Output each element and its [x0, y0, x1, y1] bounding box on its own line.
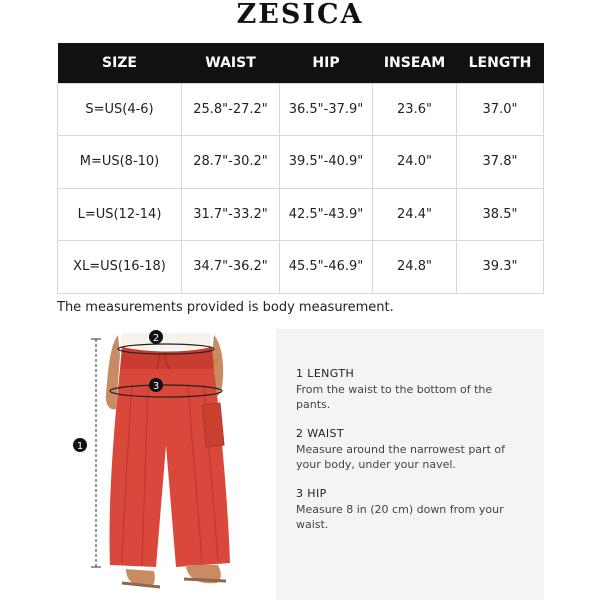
cell-size: S=US(4-6)	[58, 83, 182, 136]
instruction-desc: From the waist to the bottom of the pants.	[296, 383, 493, 411]
cell-length: 37.0"	[457, 83, 544, 136]
cell-size: M=US(8-10)	[58, 136, 182, 189]
left-sandal-shape	[122, 583, 160, 587]
waistband-shape	[120, 347, 214, 373]
cell-size: XL=US(16-18)	[58, 241, 182, 294]
instruction-waist	[296, 427, 526, 472]
cell-hip: 36.5"-37.9"	[280, 83, 373, 136]
marker-2-label: 2	[152, 333, 160, 344]
header-hip: HIP	[280, 43, 373, 83]
cell-length: 39.3"	[457, 241, 544, 294]
instruction-title: 3 HIP	[296, 487, 327, 500]
cell-inseam: 23.6"	[373, 83, 457, 136]
measurement-instructions-panel	[276, 329, 544, 600]
model-figure	[60, 325, 275, 600]
instruction-title: 2 WAIST	[296, 427, 345, 440]
cell-waist: 28.7"-30.2"	[182, 136, 280, 189]
cell-waist: 34.7"-36.2"	[182, 241, 280, 294]
header-size: SIZE	[58, 43, 182, 83]
instruction-length	[296, 367, 526, 412]
cell-hip: 45.5"-46.9"	[280, 241, 373, 294]
header-inseam: INSEAM	[373, 43, 457, 83]
size-chart-table	[57, 43, 544, 294]
table-row	[58, 188, 544, 241]
table-row	[58, 83, 544, 136]
cell-inseam: 24.4"	[373, 188, 457, 241]
pants-shape	[109, 369, 230, 567]
instruction-desc: Measure 8 in (20 cm) down from your waist.	[296, 503, 504, 531]
marker-1-label: 1	[76, 441, 84, 452]
table-row	[58, 136, 544, 189]
brand-logo: ZESICA	[236, 0, 364, 30]
measurement-note: The measurements provided is body measurement.	[57, 300, 394, 315]
right-sandal-shape	[184, 579, 226, 581]
white-top-shape	[120, 333, 212, 349]
instruction-desc: Measure around the narrowest part of your body, under your navel.	[296, 443, 505, 471]
cell-inseam: 24.0"	[373, 136, 457, 189]
cell-length: 37.8"	[457, 136, 544, 189]
cell-inseam: 24.8"	[373, 241, 457, 294]
cell-waist: 31.7"-33.2"	[182, 188, 280, 241]
cell-length: 38.5"	[457, 188, 544, 241]
cell-waist: 25.8"-27.2"	[182, 83, 280, 136]
header-waist: WAIST	[182, 43, 280, 83]
side-pocket-shape	[202, 403, 224, 447]
marker-3-label: 3	[152, 381, 160, 392]
header-length: LENGTH	[457, 43, 544, 83]
cell-hip: 39.5"-40.9"	[280, 136, 373, 189]
instruction-title: 1 LENGTH	[296, 367, 355, 380]
table-header-row	[58, 43, 544, 83]
cell-size: L=US(12-14)	[58, 188, 182, 241]
cell-hip: 42.5"-43.9"	[280, 188, 373, 241]
table-row	[58, 241, 544, 294]
instruction-hip	[296, 487, 526, 532]
pants-illustration	[60, 325, 275, 600]
